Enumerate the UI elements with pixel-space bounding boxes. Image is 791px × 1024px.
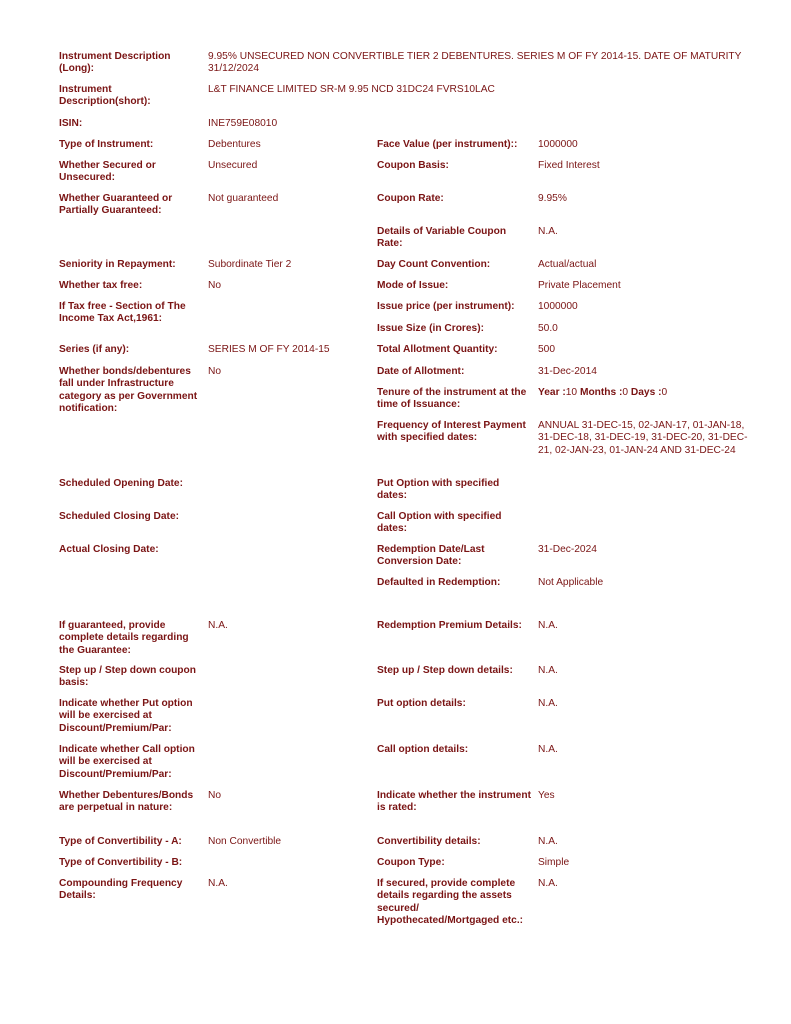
convertibility-details-label: Convertibility details: <box>377 836 481 847</box>
tenure-days-value: 0 <box>661 387 668 398</box>
rated-value: Yes <box>538 790 555 801</box>
variable-coupon-label: Details of Variable Coupon Rate: <box>377 226 507 250</box>
tenure-year-value: 10 <box>565 387 578 398</box>
guarantee-details-label: If guaranteed, provide complete details regarding the Guarantee: <box>59 620 189 656</box>
allotment-date-value: 31-Dec-2014 <box>538 366 597 377</box>
coupon-type-value: Simple <box>538 857 570 868</box>
call-dates-label: Call Option with specified dates: <box>377 511 502 535</box>
allotment-date-label: Date of Allotment: <box>377 366 465 377</box>
closing-date-label: Scheduled Closing Date: <box>59 511 180 522</box>
redemption-date-label: Redemption Date/Last Conversion Date: <box>377 544 485 568</box>
tenure-value <box>538 387 752 399</box>
perpetual-label: Whether Debentures/Bonds are perpetual in nature: <box>59 790 194 814</box>
convertibility-b-label: Type of Convertibility - B: <box>59 857 183 868</box>
tax-free-value: No <box>208 280 222 291</box>
put-details-value: N.A. <box>538 698 558 709</box>
coupon-rate-value: 9.95% <box>538 193 567 204</box>
coupon-basis-value: Fixed Interest <box>538 160 600 171</box>
call-details-value: N.A. <box>538 744 558 755</box>
stepup-basis-label: Step up / Step down coupon basis: <box>59 665 196 689</box>
compounding-label: Compounding Frequency Details: <box>59 878 183 902</box>
desc-long-label: Instrument Description (Long): <box>59 51 171 75</box>
issue-price-label: Issue price (per instrument): <box>377 301 515 312</box>
tax-free-label: Whether tax free: <box>59 280 143 291</box>
convertibility-a-label: Type of Convertibility - A: <box>59 836 182 847</box>
desc-long-value: 9.95% UNSECURED NON CONVERTIBLE TIER 2 DEBENTURES. SERIES M OF FY 2014-15. DATE OF MATURITY 31/12/2024 <box>208 51 742 75</box>
compounding-value: N.A. <box>208 878 228 889</box>
tenure-year-label: Year : <box>538 387 566 398</box>
face-value-value: 1000000 <box>538 139 578 150</box>
issue-size-value: 50.0 <box>538 323 558 334</box>
redemption-date-value: 31-Dec-2024 <box>538 544 597 555</box>
issue-size-label: Issue Size (in Crores): <box>377 323 484 334</box>
secured-details-value: N.A. <box>538 878 558 889</box>
coupon-rate-label: Coupon Rate: <box>377 193 444 204</box>
redemption-premium-value: N.A. <box>538 620 558 631</box>
tenure-months-label: Months : <box>579 387 623 398</box>
isin-value: INE759E08010 <box>208 118 278 129</box>
opening-date-label: Scheduled Opening Date: <box>59 478 183 489</box>
actual-closing-label: Actual Closing Date: <box>59 544 159 555</box>
secured-value: Unsecured <box>208 160 258 171</box>
seniority-value: Subordinate Tier 2 <box>208 259 292 270</box>
series-label: Series (if any): <box>59 344 130 355</box>
secured-label: Whether Secured or Unsecured: <box>59 160 156 184</box>
redemption-premium-label: Redemption Premium Details: <box>377 620 522 631</box>
day-count-value: Actual/actual <box>538 259 597 270</box>
face-value-label: Face Value (per instrument):: <box>377 139 518 150</box>
guarantee-details-value: N.A. <box>208 620 228 631</box>
tax-section-label: If Tax free - Section of The Income Tax Act,1961: <box>59 301 186 325</box>
issue-price-value: 1000000 <box>538 301 578 312</box>
rated-label: Indicate whether the instrument is rated: <box>377 790 531 814</box>
interest-frequency-value: ANNUAL 31-DEC-15, 02-JAN-17, 01-JAN-18, 31-DEC-18, 31-DEC-19, 31-DEC-20, 31-DEC-21, 02-JAN-23, 01-JAN-24 AND 31-DEC-24 <box>538 420 748 456</box>
defaulted-value: Not Applicable <box>538 577 604 588</box>
mode-issue-value: Private Placement <box>538 280 621 291</box>
tenure-label: Tenure of the instrument at the time of Issuance: <box>377 387 527 411</box>
put-dates-label: Put Option with specified dates: <box>377 478 500 502</box>
put-exercise-label: Indicate whether Put option will be exercised at Discount/Premium/Par: <box>59 698 193 734</box>
allotment-qty-value: 500 <box>538 344 555 355</box>
tenure-months-value: 0 <box>622 387 629 398</box>
series-value: SERIES M OF FY 2014-15 <box>208 344 330 355</box>
guaranteed-value: Not guaranteed <box>208 193 279 204</box>
desc-short-value: L&T FINANCE LIMITED SR-M 9.95 NCD 31DC24 FVRS10LAC <box>208 84 495 95</box>
mode-issue-label: Mode of Issue: <box>377 280 449 291</box>
guaranteed-label: Whether Guaranteed or Partially Guaranteed: <box>59 193 173 217</box>
isin-label: ISIN: <box>59 118 83 129</box>
coupon-type-label: Coupon Type: <box>377 857 445 868</box>
convertibility-details-value: N.A. <box>538 836 558 847</box>
seniority-label: Seniority in Repayment: <box>59 259 176 270</box>
type-instrument-value: Debentures <box>208 139 261 150</box>
coupon-basis-label: Coupon Basis: <box>377 160 449 171</box>
call-exercise-label: Indicate whether Call option will be exercised at Discount/Premium/Par: <box>59 744 195 780</box>
desc-short-label: Instrument Description(short): <box>59 84 151 108</box>
variable-coupon-value: N.A. <box>538 226 558 237</box>
allotment-qty-label: Total Allotment Quantity: <box>377 344 498 355</box>
infra-value: No <box>208 366 222 377</box>
type-instrument-label: Type of Instrument: <box>59 139 154 150</box>
call-details-label: Call option details: <box>377 744 469 755</box>
stepup-details-value: N.A. <box>538 665 558 676</box>
convertibility-a-value: Non Convertible <box>208 836 282 847</box>
day-count-label: Day Count Convention: <box>377 259 491 270</box>
defaulted-label: Defaulted in Redemption: <box>377 577 501 588</box>
perpetual-value: No <box>208 790 222 801</box>
stepup-details-label: Step up / Step down details: <box>377 665 513 676</box>
interest-frequency-label: Frequency of Interest Payment with specified dates: <box>377 420 526 444</box>
put-details-label: Put option details: <box>377 698 466 709</box>
tenure-days-label: Days : <box>630 387 662 398</box>
infra-label: Whether bonds/debentures fall under Infrastructure category as per Government notification: <box>59 366 198 414</box>
secured-details-label: If secured, provide complete details regarding the assets secured/ Hypothecated/Mortgaged etc.: <box>377 878 524 926</box>
